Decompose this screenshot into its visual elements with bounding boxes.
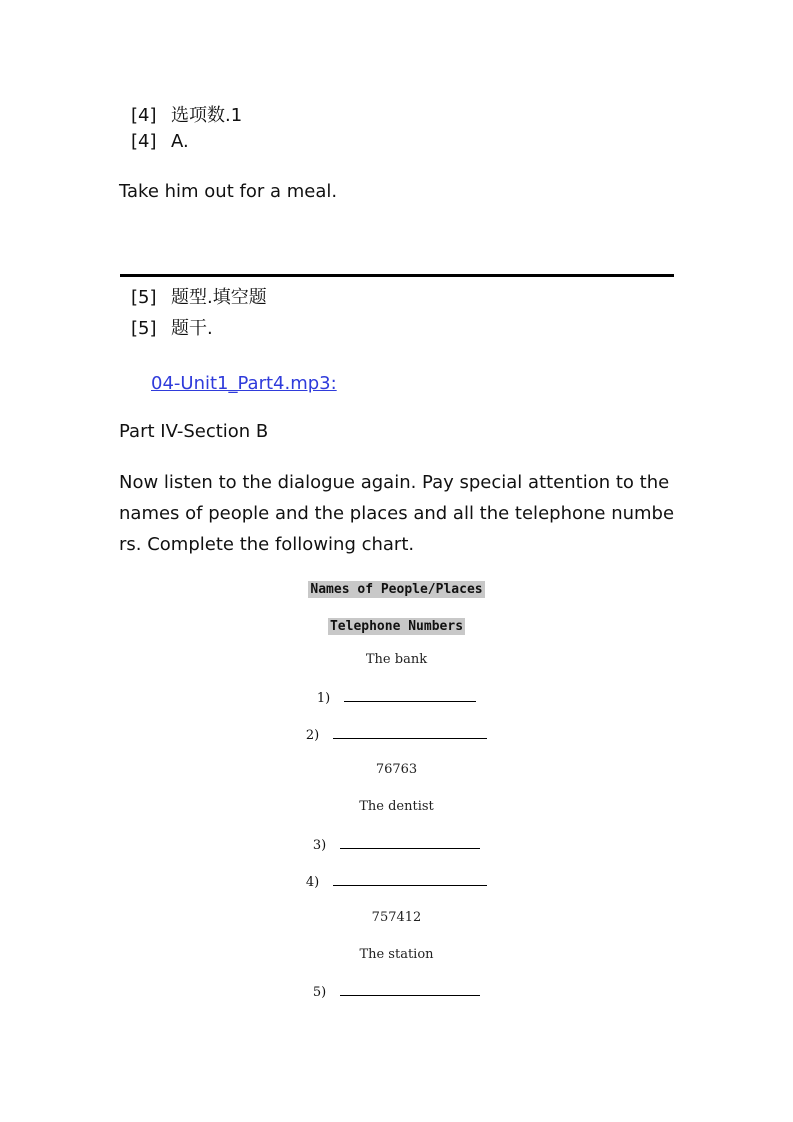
chart-blank-5 (0, 983, 793, 1000)
meta-text: A. (171, 131, 189, 152)
blank-input-3[interactable] (340, 836, 480, 849)
instructions-paragraph: Now listen to the dialogue again. Pay special attention to the names of people and the places and all the telephone numbers. Complete the following chart. (119, 472, 675, 555)
chart-entry-76763: 76763 (375, 762, 418, 777)
blank-input-2[interactable] (333, 726, 487, 739)
chart-entry-757412: 757412 (371, 910, 422, 925)
blank-input-5[interactable] (340, 983, 480, 996)
blank-number: 3) (312, 838, 327, 853)
question-index: [5] (131, 287, 157, 308)
chart-blank-2 (0, 726, 793, 743)
blank-input-1[interactable] (344, 689, 476, 702)
meta-text: 选项数.1 (171, 105, 243, 126)
question-index: [4] (131, 105, 157, 126)
meta-text: 题型.填空题 (171, 287, 267, 308)
meta-text: 题干. (171, 318, 213, 339)
audio-link[interactable]: 04-Unit1_Part4.mp3: (151, 373, 337, 394)
blank-number: 2) (305, 728, 320, 743)
question-meta-option-count (131, 101, 242, 127)
chart-header-names-label: Names of People/Places (310, 582, 483, 597)
answer-text: Take him out for a meal. (119, 181, 338, 202)
question-meta-stem (131, 314, 213, 340)
chart-entry-dentist: The dentist (359, 799, 434, 814)
chart-entry-station: The station (359, 947, 434, 962)
chart-header-phone-label: Telephone Numbers (329, 619, 464, 634)
blank-number: 1) (316, 691, 331, 706)
chart-header-names (0, 578, 793, 597)
chart-header-phone (0, 615, 793, 634)
chart-blank-1 (0, 689, 793, 706)
chart-blank-4 (0, 873, 793, 890)
section-title: Part IV-Section B (119, 421, 269, 442)
chart-blank-3 (0, 836, 793, 853)
blank-input-4[interactable] (333, 873, 487, 886)
section-divider (120, 274, 674, 277)
question-meta-type (131, 283, 267, 309)
question-index: [5] (131, 318, 157, 339)
blank-number: 5) (312, 985, 327, 1000)
chart-entry-bank: The bank (365, 652, 428, 667)
question-index: [4] (131, 131, 157, 152)
question-meta-option-a (131, 131, 189, 152)
blank-number: 4) (305, 875, 320, 890)
